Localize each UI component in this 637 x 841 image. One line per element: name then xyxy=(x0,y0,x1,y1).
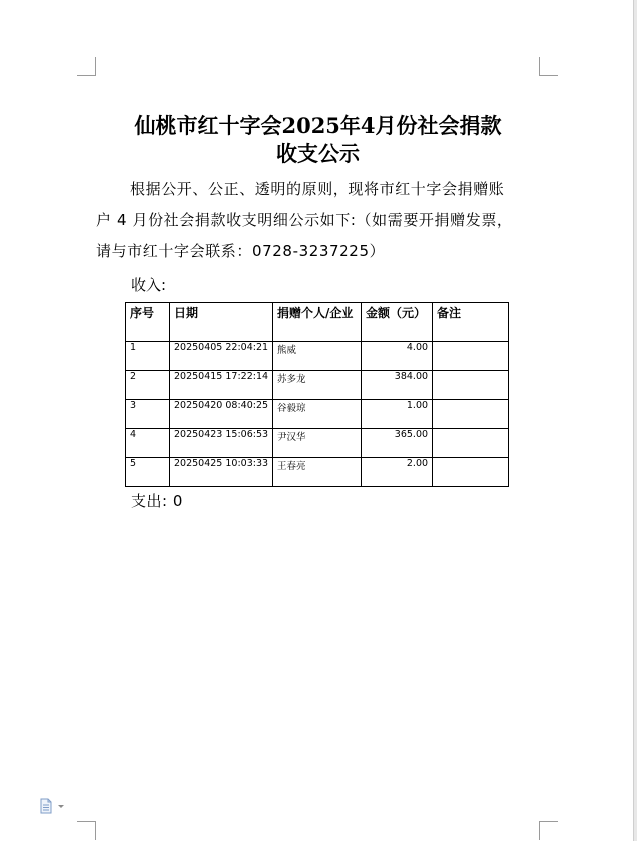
table-row xyxy=(126,342,509,371)
cell-remark xyxy=(433,371,509,400)
document-paste-icon[interactable] xyxy=(38,798,66,814)
table-row xyxy=(126,371,509,400)
cell-date: 20250420 08:40:25 xyxy=(170,400,273,429)
cell-donor: 熊威 xyxy=(273,342,362,371)
crop-mark-top-right xyxy=(539,57,558,76)
cell-remark xyxy=(433,458,509,487)
crop-mark-bottom-right xyxy=(539,821,558,840)
cell-remark xyxy=(433,400,509,429)
intro-line-1: 根据公开、公正、透明的原则，现将市红十字会捐赠账 xyxy=(130,180,505,198)
cell-donor: 王春亮 xyxy=(273,458,362,487)
cell-amount: 384.00 xyxy=(362,371,433,400)
table-row xyxy=(126,400,509,429)
page-edge-shadow xyxy=(633,0,637,841)
cell-seq: 5 xyxy=(126,458,170,487)
cell-seq: 3 xyxy=(126,400,170,429)
title-line-1: 仙桃市红十字会2025年4月份社会捐款 xyxy=(134,113,502,138)
cell-seq: 1 xyxy=(126,342,170,371)
cell-amount: 1.00 xyxy=(362,400,433,429)
intro-paragraph xyxy=(96,174,542,267)
cell-remark xyxy=(433,429,509,458)
cell-donor: 谷毅琼 xyxy=(273,400,362,429)
cell-amount: 2.00 xyxy=(362,458,433,487)
crop-mark-bottom-left xyxy=(77,821,96,840)
title-line-2: 收支公示 xyxy=(276,141,360,166)
header-seq: 序号 xyxy=(126,303,170,342)
table-row xyxy=(126,458,509,487)
donation-table xyxy=(125,302,509,487)
cell-amount: 365.00 xyxy=(362,429,433,458)
intro-line-2: 户 4 月份社会捐款收支明细公示如下:（如需要开捐赠发票， xyxy=(96,211,513,229)
cell-date: 20250425 10:03:33 xyxy=(170,458,273,487)
cell-seq: 4 xyxy=(126,429,170,458)
document-title xyxy=(96,112,540,168)
cell-donor: 苏多龙 xyxy=(273,371,362,400)
table-header-row xyxy=(126,303,509,342)
cell-date: 20250415 17:22:14 xyxy=(170,371,273,400)
crop-mark-top-left xyxy=(77,57,96,76)
table-row xyxy=(126,429,509,458)
cell-seq: 2 xyxy=(126,371,170,400)
cell-remark xyxy=(433,342,509,371)
cell-amount: 4.00 xyxy=(362,342,433,371)
cell-donor: 尹汉华 xyxy=(273,429,362,458)
header-date: 日期 xyxy=(170,303,273,342)
income-label: 收入: xyxy=(131,276,167,294)
header-remark: 备注 xyxy=(433,303,509,342)
intro-line-3: 请与市红十字会联系：0728-3237225） xyxy=(96,242,386,260)
cell-date: 20250405 22:04:21 xyxy=(170,342,273,371)
header-donor: 捐赠个人/企业 xyxy=(273,303,362,342)
cell-date: 20250423 15:06:53 xyxy=(170,429,273,458)
header-amount: 金额（元） xyxy=(362,303,433,342)
expense-label: 支出: 0 xyxy=(131,492,183,510)
